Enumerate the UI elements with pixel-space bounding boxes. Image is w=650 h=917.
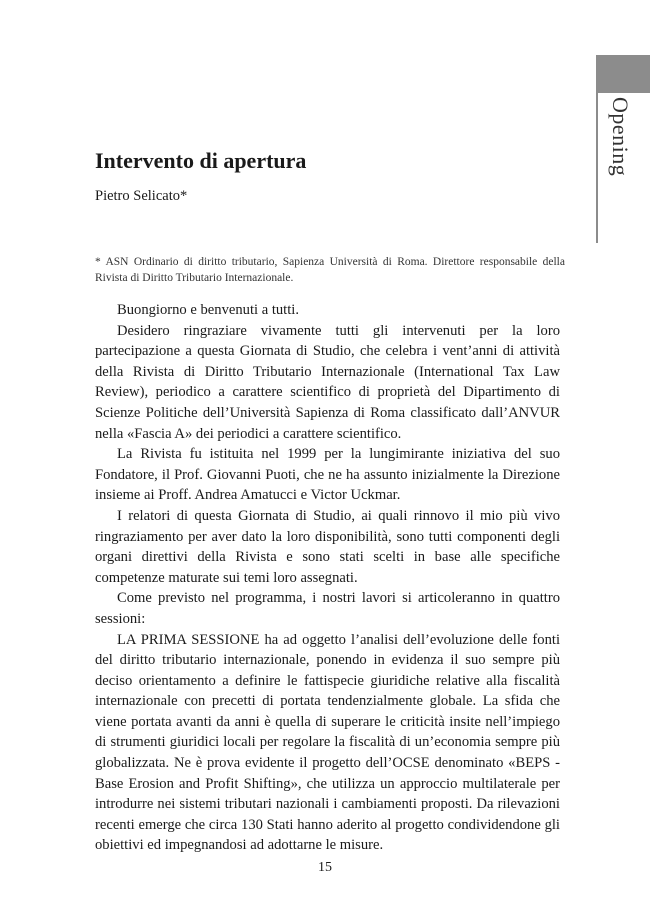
body-paragraph: LA PRIMA SESSIONE ha ad oggetto l’analisi dell’evoluzione delle fonti del diritto tributario internazionale, ponendo in evidenza il suo sempre più deciso orientamento a definire le fattispecie giuridiche relative alla fiscalità internazionale con precetti di portata tendenzialmente globale. La sfida che viene portata avanti da anni è quella di superare le criticità insite nell’impiego di strumenti giuridici locali per regolare la fiscalità di un’economia sempre più globalizzata. Ne è prova evidente il progetto dell’OCSE denominato «BEPS - Base Erosion and Profit Shifting», che utilizza un approccio multilaterale per introdurre nei sistemi tributari nazionali i cambiamenti proposti. Da rilevazioni recenti emerge che circa 130 Stati hanno aderito al progetto condividendone gli obiettivi ed impegnandosi ad adottarne le misure. bbox=[95, 631, 560, 854]
body-paragraph: Buongiorno e benvenuti a tutti. bbox=[117, 302, 299, 318]
author-footnote: * ASN Ordinario di diritto tributario, Sapienza Università di Roma. Direttore responsabile della Rivista di Diritto Tributario Internazionale. bbox=[95, 256, 565, 284]
article-title: Intervento di apertura bbox=[95, 148, 307, 173]
section-tab bbox=[596, 55, 650, 183]
body-paragraph: La Rivista fu istituita nel 1999 per la lungimirante iniziativa del suo Fondatore, il Prof. Giovanni Puoti, che ne ha assunto inizialmente la Direzione insieme ai Proff. Andrea Amatucci e Victor Uckmar. bbox=[95, 446, 560, 504]
article-author: Pietro Selicato* bbox=[95, 188, 188, 204]
page-number: 15 bbox=[318, 860, 332, 875]
section-tab-rule bbox=[596, 93, 598, 243]
section-tab-marker bbox=[596, 55, 650, 93]
body-paragraph: Desidero ringraziare vivamente tutti gli intervenuti per la loro partecipazione a questa Giornata di Studio, che celebra i vent’anni di attività della Rivista di Diritto Tributario Internazionale (International Tax Law Review), periodico a carattere scientifico di proprietà del Dipartimento di Scienze Politiche dell’Università Sapienza di Roma classificato dall’ANVUR nella «Fascia A» dei periodici a carattere scientifico. bbox=[95, 322, 560, 442]
body-paragraph: Come previsto nel programma, i nostri lavori si articoleranno in quattro sessioni: bbox=[95, 590, 560, 627]
article-body bbox=[95, 300, 560, 856]
body-paragraph: I relatori di questa Giornata di Studio, ai quali rinnovo il mio più vivo ringraziamento per aver dato la loro disponibilità, sono tutti componenti degli organi direttivi della Rivista e sono stati scelti in base alle specifiche competenze maturate sui temi loro assegnati. bbox=[95, 507, 560, 586]
section-tab-label: Opening bbox=[608, 97, 633, 177]
